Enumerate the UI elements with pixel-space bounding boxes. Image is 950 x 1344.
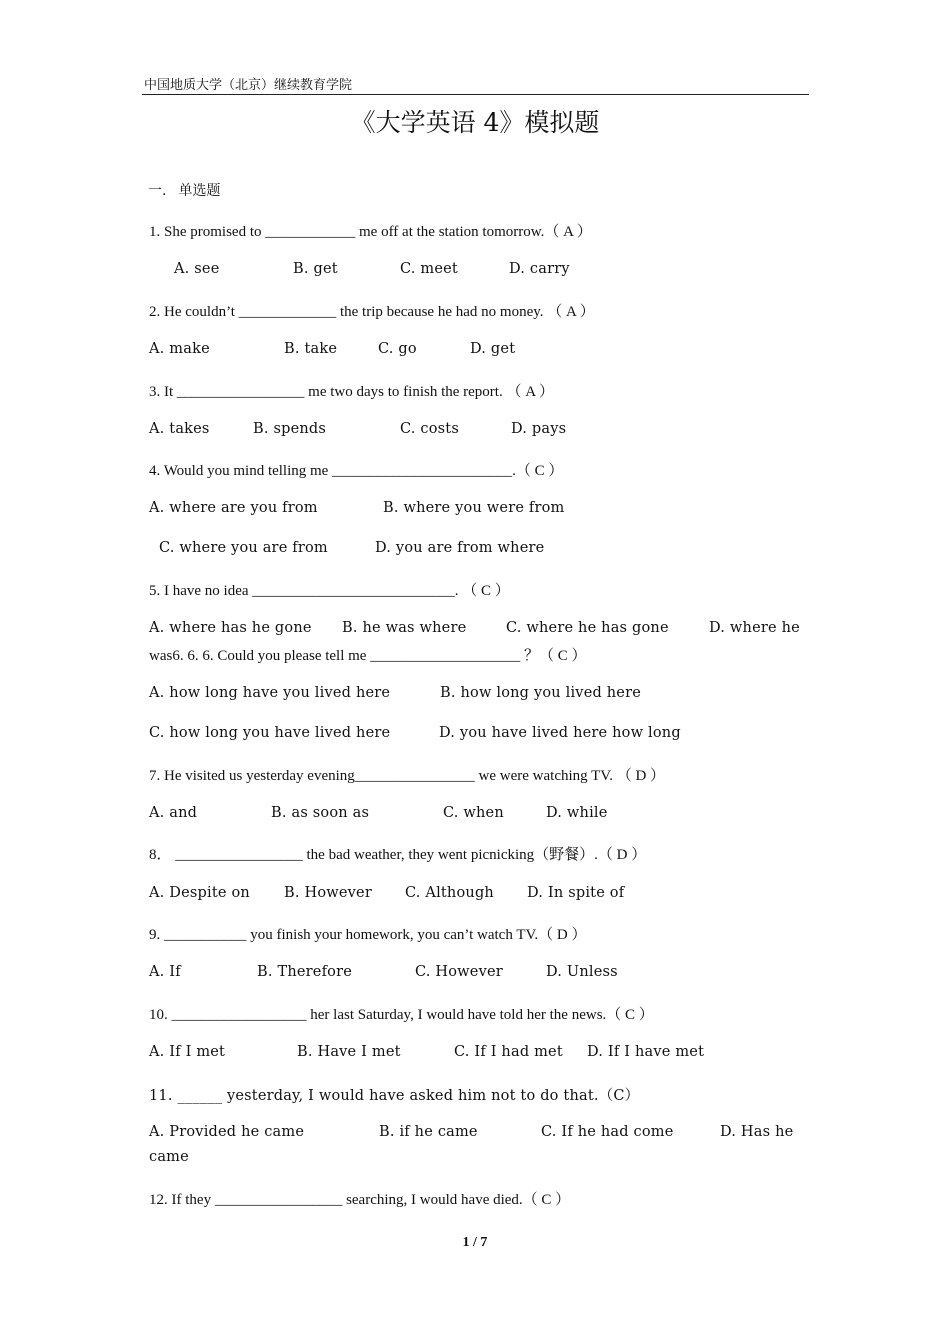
q6-option-a: A. how long have you lived here xyxy=(149,685,391,701)
question-1: 1. She promised to ____________ me off at the station tomorrow.（ A ） xyxy=(149,224,592,240)
q1-option-c: C. meet xyxy=(400,261,458,277)
q8-option-d: D. In spite of xyxy=(527,885,625,901)
q5-option-c: C. where he has gone xyxy=(506,620,669,636)
q9-option-b: B. Therefore xyxy=(257,964,352,980)
question-4: 4. Would you mind telling me ________________________.（ C ） xyxy=(149,463,564,479)
section-label: 单选题 xyxy=(178,183,221,199)
q3-option-d: D. pays xyxy=(511,421,567,437)
q4-option-c: C. where you are from xyxy=(159,540,328,556)
q5-option-b: B. he was where xyxy=(342,620,467,636)
q4-option-a: A. where are you from xyxy=(149,500,318,516)
q8-option-b: B. However xyxy=(284,885,372,901)
question-7: 7. He visited us yesterday evening________________ we were watching TV. （ D ） xyxy=(149,768,666,784)
q4-option-b: B. where you were from xyxy=(383,500,565,516)
q6-option-b: B. how long you lived here xyxy=(440,685,641,701)
q5-option-d: D. where he xyxy=(709,620,800,636)
q1-option-b: B. get xyxy=(293,261,338,277)
q3-option-a: A. takes xyxy=(149,421,210,437)
q10-option-a: A. If I met xyxy=(149,1044,226,1060)
q11-option-d-wrap: came xyxy=(149,1149,189,1165)
header-divider xyxy=(142,94,809,95)
q6-option-d: D. you have lived here how long xyxy=(439,725,681,741)
q8-option-a: A. Despite on xyxy=(149,885,250,901)
q10-option-b: B. Have I met xyxy=(297,1044,401,1060)
q7-option-d: D. while xyxy=(546,805,608,821)
question-10: 10. __________________ her last Saturday, I would have told her the news.（ C ） xyxy=(149,1007,654,1023)
q11-option-d: D. Has he xyxy=(720,1124,794,1140)
q9-option-c: C. However xyxy=(415,964,503,980)
q2-option-c: C. go xyxy=(378,341,417,357)
q3-option-c: C. costs xyxy=(400,421,459,437)
q3-option-b: B. spends xyxy=(253,421,327,437)
q1-option-a: A. see xyxy=(174,261,220,277)
section-number: 一. xyxy=(148,183,167,199)
q1-option-d: D. carry xyxy=(509,261,570,277)
question-3: 3. It _________________ me two days to finish the report. （ A ） xyxy=(149,384,554,400)
question-12: 12. If they _________________ searching, I would have died.（ C ） xyxy=(149,1192,571,1208)
q5-option-a: A. where has he gone xyxy=(149,620,312,636)
q7-option-b: B. as soon as xyxy=(271,805,370,821)
q7-option-a: A. and xyxy=(149,805,198,821)
q9-option-a: A. If xyxy=(149,964,181,980)
page-number: 1 / 7 xyxy=(462,1235,488,1250)
section-heading xyxy=(148,180,220,200)
q2-option-d: D. get xyxy=(470,341,516,357)
q4-option-d: D. you are from where xyxy=(375,540,545,556)
q10-option-d: D. If I have met xyxy=(587,1044,705,1060)
q11-option-a: A. Provided he came xyxy=(149,1124,305,1140)
page-header: 中国地质大学（北京）继续教育学院 xyxy=(144,78,353,93)
q11-option-b: B. if he came xyxy=(379,1124,478,1140)
q8-option-c: C. Although xyxy=(405,885,494,901)
q6-option-c: C. how long you have lived here xyxy=(149,725,391,741)
q9-option-d: D. Unless xyxy=(546,964,618,980)
question-11: 11. ______ yesterday, I would have asked him not to do that.（C） xyxy=(149,1088,640,1104)
q2-option-b: B. take xyxy=(284,341,338,357)
document-title: 《大学英语 4》模拟题 xyxy=(350,108,600,137)
q11-option-c: C. If he had come xyxy=(541,1124,674,1140)
q10-option-c: C. If I had met xyxy=(454,1044,563,1060)
question-8: 8． _________________ the bad weather, they went picnicking（野餐）.（ D ） xyxy=(149,847,647,863)
question-2: 2. He couldn’t _____________ the trip because he had no money. （ A ） xyxy=(149,304,595,320)
question-9: 9. ___________ you finish your homework, you can’t watch TV.（ D ） xyxy=(149,927,587,943)
q7-option-c: C. when xyxy=(443,805,504,821)
question-6: was6. 6. 6. Could you please tell me ____________________ ？（ C ） xyxy=(149,648,587,664)
question-5: 5. I have no idea ___________________________. （ C ） xyxy=(149,583,510,599)
q2-option-a: A. make xyxy=(149,341,210,357)
